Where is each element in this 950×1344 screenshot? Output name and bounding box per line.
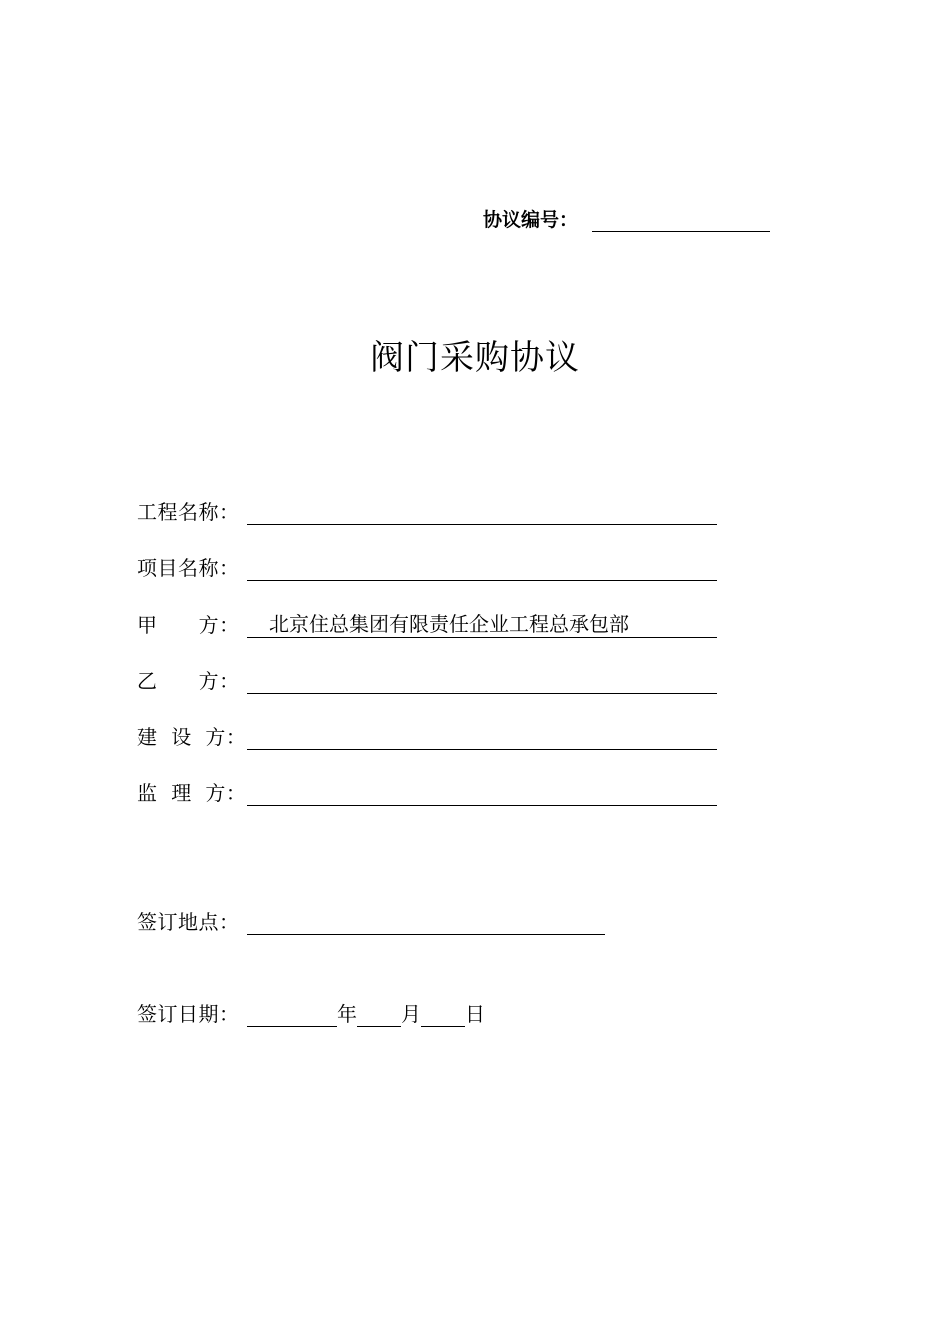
party-a-field[interactable]: 北京住总集团有限责任企业工程总承包部	[247, 611, 717, 638]
field-label: 签订地点：	[137, 910, 240, 934]
field-supervisor	[137, 776, 717, 806]
field-label: 建 设 方：	[137, 725, 247, 749]
agreement-number	[483, 202, 770, 232]
field-label: 乙 方：	[137, 669, 240, 693]
day-label: 日	[465, 1002, 485, 1026]
field-builder	[137, 720, 717, 750]
agreement-number-label: 协议编号：	[483, 209, 579, 231]
year-label: 年	[337, 1002, 357, 1026]
field-item-name	[137, 551, 717, 581]
signing-year-field[interactable]	[247, 1002, 337, 1027]
field-signing-date	[137, 997, 485, 1027]
builder-field[interactable]	[247, 723, 717, 750]
agreement-number-field[interactable]	[592, 207, 770, 232]
field-project-name	[137, 495, 717, 525]
party-b-field[interactable]	[247, 667, 717, 694]
month-label: 月	[401, 1002, 421, 1026]
field-signing-place	[137, 905, 605, 935]
field-label: 监 理 方：	[137, 781, 247, 805]
project-name-field[interactable]	[247, 498, 717, 525]
field-label: 甲 方：	[137, 613, 240, 637]
signing-day-field[interactable]	[421, 1002, 465, 1027]
item-name-field[interactable]	[247, 554, 717, 581]
document-title: 阀门采购协议	[370, 338, 580, 378]
signing-place-field[interactable]	[247, 908, 605, 935]
field-label: 工程名称：	[137, 500, 240, 524]
field-party-a	[137, 608, 717, 638]
field-party-b	[137, 664, 717, 694]
field-label: 项目名称：	[137, 556, 240, 580]
signing-month-field[interactable]	[357, 1002, 401, 1027]
supervisor-field[interactable]	[247, 779, 717, 806]
field-label: 签订日期：	[137, 1002, 240, 1026]
